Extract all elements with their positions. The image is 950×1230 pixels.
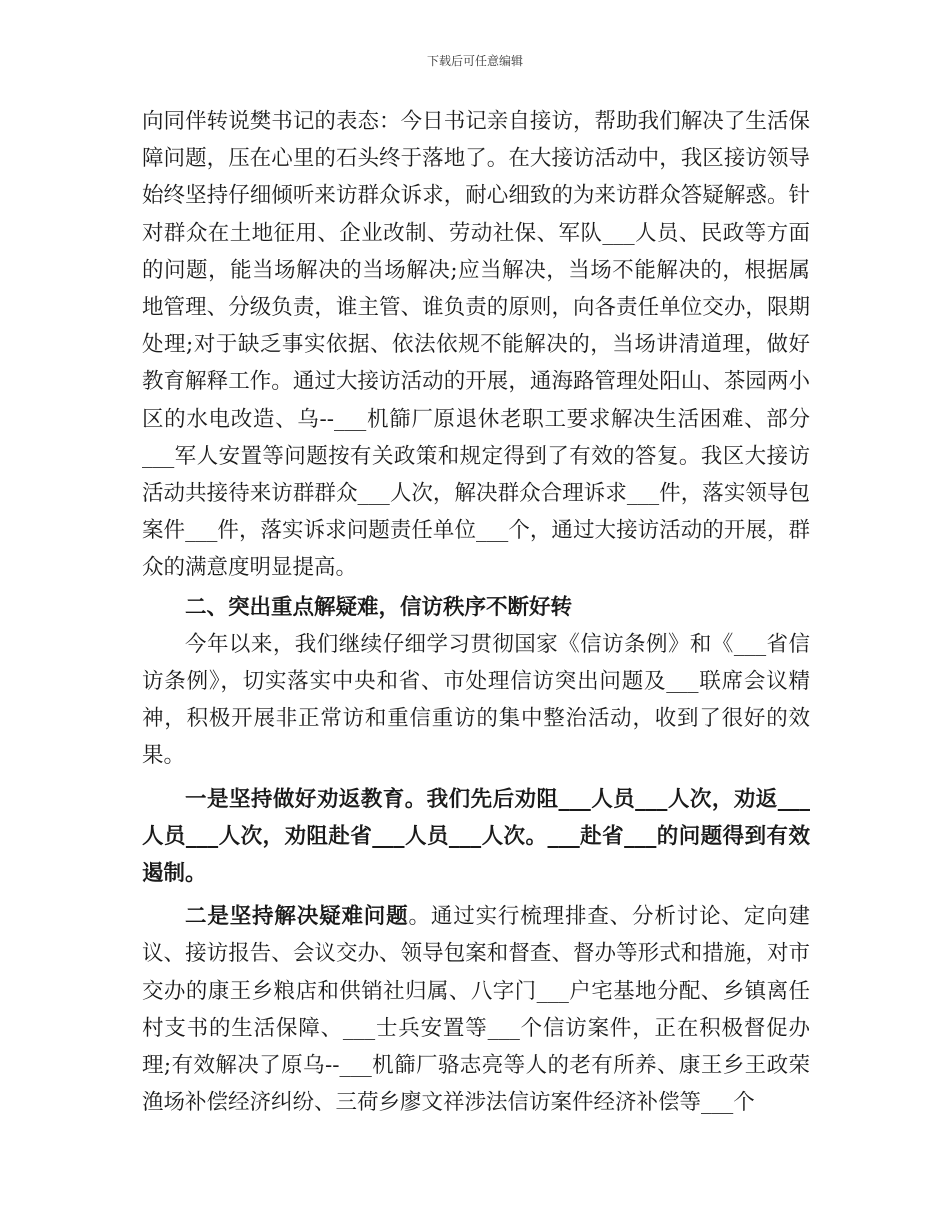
page-header: 下载后可任意编辑 xyxy=(426,54,523,68)
paragraph-persuasion: 一是坚持做好劝返教育。我们先后劝阻___人员___人次，劝返___人员___人次，劝阻赴省___人员___人次。___赴省___的问题得到有效遏制。 xyxy=(142,786,810,887)
paragraph-difficult-issues xyxy=(142,898,810,1121)
document-body xyxy=(142,103,810,1121)
paragraph-body-text: 。通过实行梳理排查、分析讨论、定向建议、接访报告、会议交办、领导包案和督查、督办等形式和措施，对市交办的康王乡粮店和供销社归属、八字门___户宅基地分配、乡镇离任村支书的生活保障、___士兵安置等___个信访案件，正在积极督促办理;有效解决了原乌--___机篩厂骆志亮等人的老有所养、康王乡王政荣渔场补偿经济纠纷、三荷乡廖文祥涉法信访案件经济补偿等___个 xyxy=(142,904,810,1116)
paragraph-lead-bold: 二是坚持解决疑难问题 xyxy=(185,904,409,930)
paragraph-regulations: 今年以来，我们继续仔细学习贯彻国家《信访条例》和《___省信访条例》，切实落实中央和省、市处理信访突出问题及___联席会议精神，积极开展非正常访和重信重访的集中整治活动，收到了很好的效果。 xyxy=(142,631,810,769)
section-heading-2: 二、突出重点解疑难，信访秩序不断好转 xyxy=(185,594,573,620)
paragraph-reception-activity: 向同伴转说樊书记的表态：今日书记亲自接访，帮助我们解决了生活保障问题，压在心里的石头终于落地了。在大接访活动中，我区接访领导始终坚持仔细倾听来访群众诉求，耐心细致的为来访群众答疑解惑。针对群众在土地征用、企业改制、劳动社保、军队___人员、民政等方面的问题，能当场解决的当场解决;应当解决，当场不能解决的，根据属地管理、分级负责，谁主管、谁负责的原则，向各责任单位交办，限期处理;对于缺乏事实依据、依法依规不能解决的，当场讲清道理，做好教育解释工作。通过大接访活动的开展，通海路管理处阳山、茶园两小区的水电改造、乌--___机篩厂原退休老职工要求解决生活困难、部分___军人安置等问题按有关政策和规定得到了有效的答复。我区大接访活动共接待来访群群众___人次，解决群众合理诉求___件，落实领导包案件___件，落实诉求问题责任单位___个，通过大接访活动的开展，群众的满意度明显提高。 xyxy=(142,109,810,581)
